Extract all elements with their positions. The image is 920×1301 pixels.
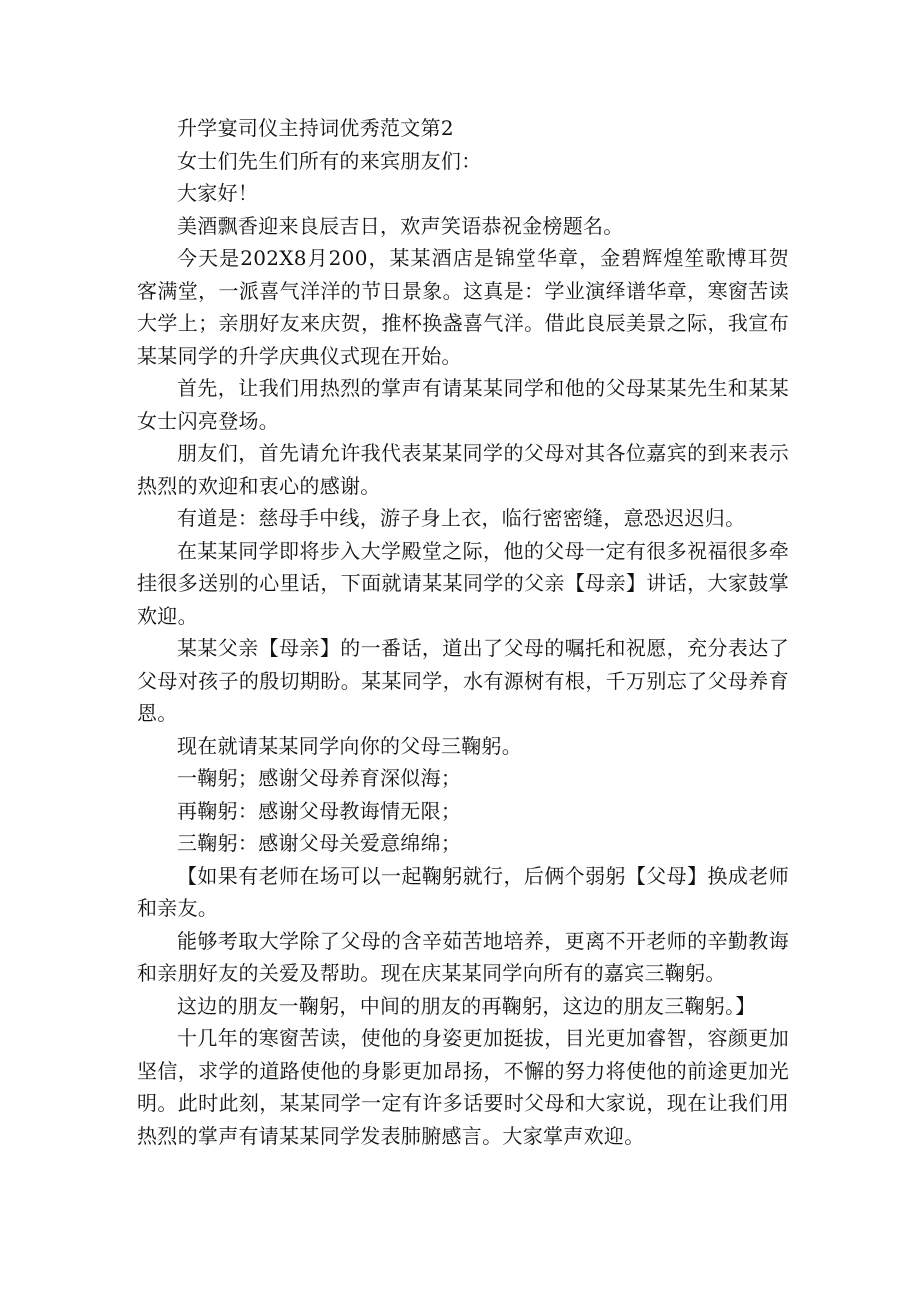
paragraph: 某某父亲【母亲】的一番话，道出了父母的嘱托和祝愿，充分表达了父母对孩子的殷切期盼。某某同学，水有源树有根，千万别忘了父母养育恩。 xyxy=(137,636,789,725)
paragraph: 能够考取大学除了父母的含辛茹苦地培养，更离不开老师的辛勤教诲和亲朋好友的关爱及帮助。现在庆某某同学向所有的嘉宾三鞠躬。 xyxy=(137,928,789,985)
paragraph: 【如果有老师在场可以一起鞠躬就行，后俩个弱躬【父母】换成老师和亲友。 xyxy=(137,863,789,920)
document-body xyxy=(137,112,789,1152)
document-title: 升学宴司仪主持词优秀范文第2 xyxy=(177,116,454,140)
paragraph: 美酒飘香迎来良辰吉日，欢声笑语恭祝金榜题名。 xyxy=(177,213,624,238)
greeting-line: 女士们先生们所有的来宾朋友们： xyxy=(177,148,482,173)
greeting-hello: 大家好！ xyxy=(177,181,259,205)
paragraph: 首先，让我们用热烈的掌声有请某某同学和他的父母某某先生和某某女士闪亮登场。 xyxy=(137,376,789,433)
paragraph: 十几年的寒窗苦读，使他的身姿更加挺拔，目光更加睿智，容颜更加坚信，求学的道路使他的身影更加昂扬，不懈的努力将使他的前途更加光明。此时此刻，某某同学一定有许多话要时父母和大家说，现在让我们用热烈的掌声有请某某同学发表肺腑感言。大家掌声欢迎。 xyxy=(137,1026,789,1148)
bow-line: 一鞠躬；感谢父母养育深似海； xyxy=(177,766,462,790)
paragraph: 有道是：慈母手中线，游子身上衣，临行密密缝，意恐迟迟归。 xyxy=(177,506,746,530)
bow-line: 再鞠躬：感谢父母教诲情无限； xyxy=(177,798,462,823)
bow-line: 三鞠躬：感谢父母关爱意绵绵； xyxy=(177,831,462,855)
paragraph: 今天是202X8月200，某某酒店是锦堂华章，金碧辉煌笙歌博耳贺客满堂，一派喜气洋洋的节日景象。这真是：学业演绎谱华章，寒窗苦读大学上；亲朋好友来庆贺，推杯换盏喜气洋。借此良辰美景之际，我宣布某某同学的升学庆典仪式现在开始。 xyxy=(137,246,789,368)
paragraph: 在某某同学即将步入大学殿堂之际，他的父母一定有很多祝福很多牵挂很多送别的心里话，下面就请某某同学的父亲【母亲】讲话，大家鼓掌欢迎。 xyxy=(137,538,789,628)
paragraph: 现在就请某某同学向你的父母三鞠躬。 xyxy=(177,733,523,758)
paragraph: 这边的朋友一鞠躬，中间的朋友的再鞠躬，这边的朋友三鞠躬。】 xyxy=(177,993,756,1018)
paragraph: 朋友们，首先请允许我代表某某同学的父母对其各位嘉宾的到来表示热烈的欢迎和衷心的感谢。 xyxy=(137,441,789,498)
